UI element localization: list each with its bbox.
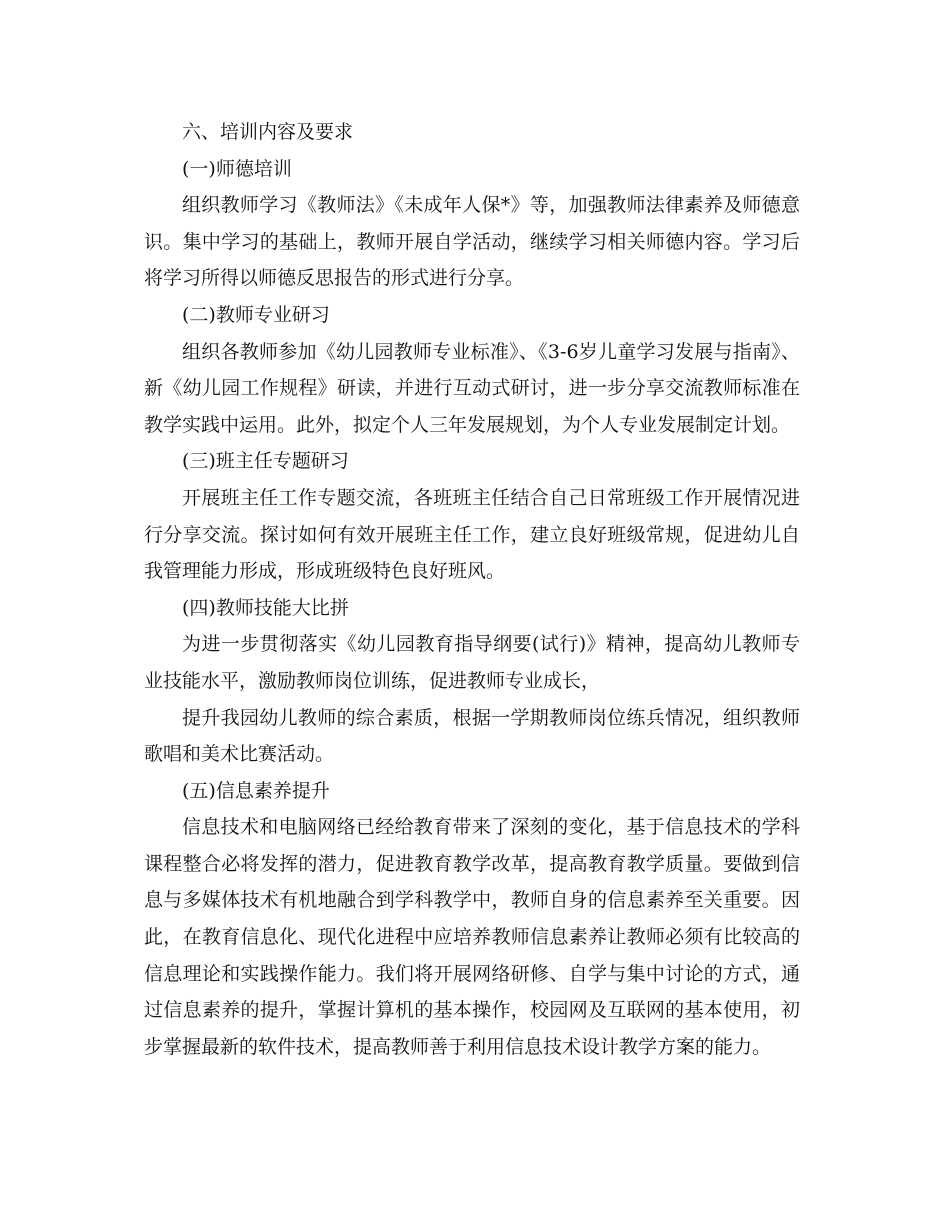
subsection-heading: (三)班主任专题研习 [182,450,349,473]
document-body [144,114,800,1065]
subsection-heading: (二)教师专业研习 [182,303,330,326]
body-paragraph: 组织各教师参加《幼儿园教师专业标准》、《3-6岁儿童学习发展与指南》、新《幼儿园工作规程》研读，并进行互动式研讨，进一步分享交流教师标准在教学实践中运用。此外，拟定个人三年发展规划，为个人专业发展制定计划。 [144,340,800,436]
body-paragraph: 信息技术和电脑网络已经给教育带来了深刻的变化，基于信息技术的学科课程整合必将发挥的潜力，促进教育教学改革，提高教育教学质量。要做到信息与多媒体技术有机地融合到学科教学中，教师自身的信息素养至关重要。因此，在教育信息化、现代化进程中应培养教师信息素养让教师必须有比较高的信息理论和实践操作能力。我们将开展网络研修、自学与集中讨论的方式，通过信息素养的提升，掌握计算机的基本操作，校园网及互联网的基本使用，初步掌握最新的软件技术，提高教师善于利用信息技术设计教学方案的能力。 [144,816,800,1058]
body-paragraph: 开展班主任工作专题交流，各班班主任结合自己日常班级工作开展情况进行分享交流。探讨如何有效开展班主任工作，建立良好班级常规，促进幼儿自我管理能力形成，形成班级特色良好班风。 [144,486,800,583]
subsection-heading: (四)教师技能大比拼 [182,596,349,619]
body-paragraph: 组织教师学习《教师法》《未成年人保*》等，加强教师法律素养及师德意识。集中学习的基础上，教师开展自学活动，继续学习相关师德内容。学习后将学习所得以师德反思报告的形式进行分享。 [144,194,800,290]
subsection-heading: (一)师德培训 [182,157,292,180]
subsection-heading: (五)信息素养提升 [182,779,330,802]
section-title: 六、培训内容及要求 [182,121,354,143]
body-paragraph: 为进一步贯彻落实《幼儿园教育指导纲要(试行)》精神，提高幼儿教师专业技能水平，激励教师岗位训练，促进教师专业成长， [144,633,800,692]
body-paragraph: 提升我园幼儿教师的综合素质，根据一学期教师岗位练兵情况，组织教师歌唱和美术比赛活动。 [144,706,800,766]
